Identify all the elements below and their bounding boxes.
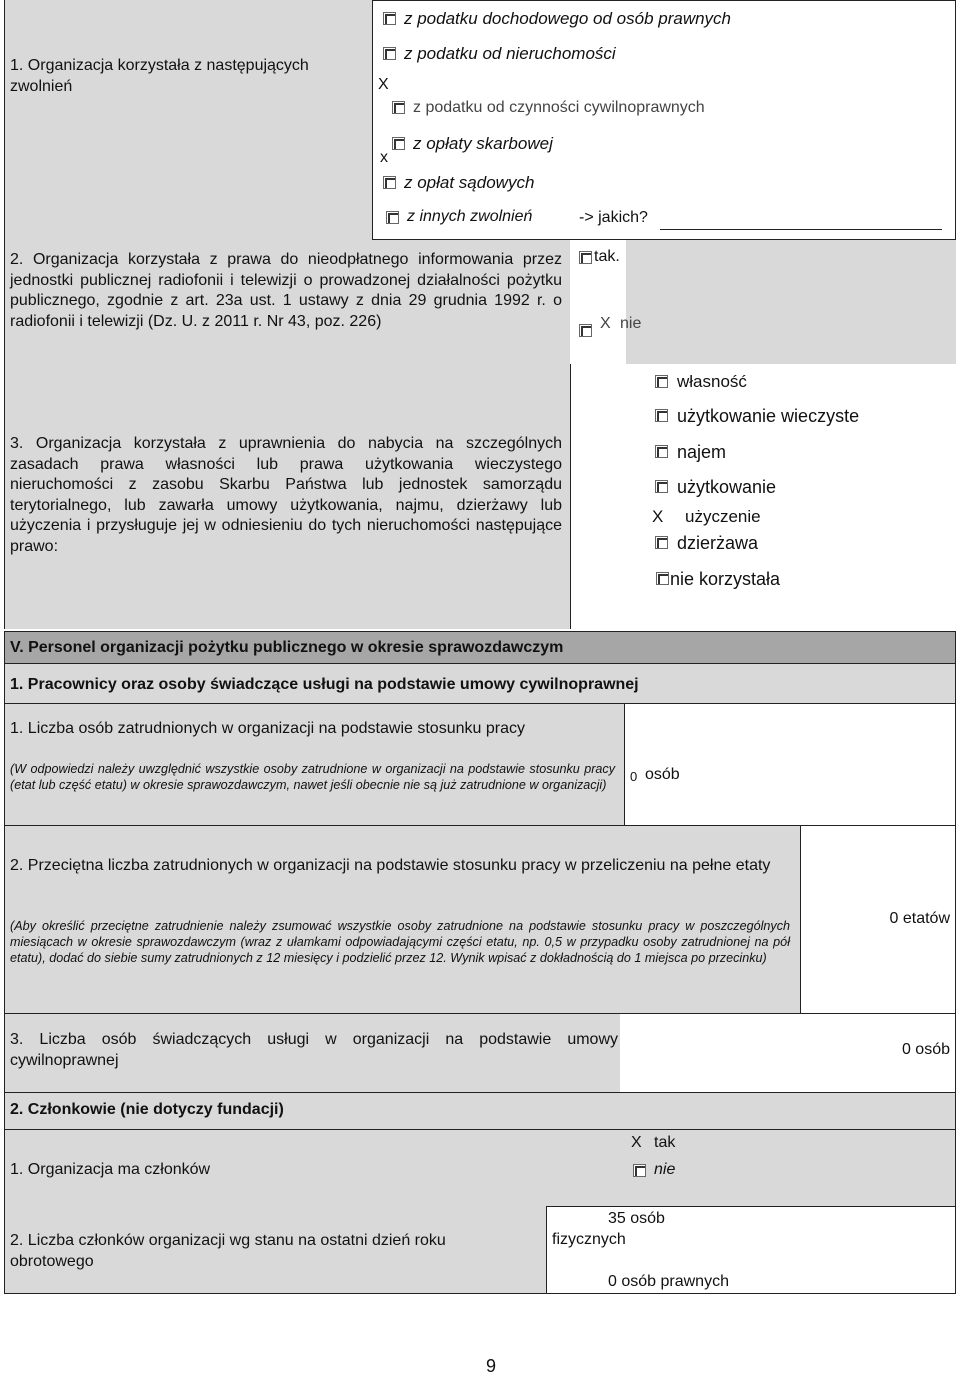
- question-1-cell: [4, 0, 374, 240]
- has-members-yes-mark: X: [631, 1134, 642, 1151]
- right-label-ownership: własność: [677, 372, 747, 391]
- member-count-question-title: 2. Liczba członków organizacji wg stanu na ostatni dzień roku obrotowego: [10, 1232, 446, 1270]
- exemption-mark-property-tax: X: [378, 76, 389, 93]
- has-members-question-title: 1. Organizacja ma członków: [10, 1161, 211, 1178]
- question-1-text: 1. Organizacja korzystała z następujących zwolnień: [10, 57, 309, 95]
- exemption-other-input-line[interactable]: [660, 229, 942, 230]
- question-3-text: 3. Organizacja korzystała z uprawnienia do nabycia na szczególnych zasadach prawa własności lub prawa użytkowania wieczystego nieruchomości z zasobu Skarbu Państwa lub jednostek samorządu terytorialnego, lub zawarła umowy użytkowania, najmu, dzierżawy lub użyczenia i przysługuje jej w odniesieniu do tych nieruchomości następujące prawo:: [10, 435, 562, 555]
- civil-contract-value: 0 osób: [901, 1041, 950, 1058]
- question-2-filler: [626, 240, 956, 364]
- exemption-checkbox-court-fees[interactable]: [383, 176, 396, 189]
- tv-info-no-mark: X: [600, 315, 611, 332]
- right-label-perpetual-usufruct: użytkowanie wieczyste: [677, 406, 860, 426]
- member-legal-count: 0 osób prawnych: [608, 1273, 729, 1290]
- right-checkbox-not-used[interactable]: [656, 572, 669, 585]
- fte-question-note: (Aby określić przeciętne zatrudnienie należy zsumować wszystkie osoby zatrudnione na podstawie stosunku pracy w poszczególnych miesiącach w okresie sprawozdawczym (wraz z ułamkami odpowiadającymi części etatu, np. 0,5 w przypadku osoby zatrudnionej na pół etatu), dodać do siebie sumy zatrudnionych z 12 miesięcy i podzielić przez 12. Wynik wpisać z dokładnością do 1 miejsca po przecinku): [10, 919, 790, 965]
- exemption-label-income-tax: z podatku dochodowego od osób prawnych: [404, 9, 732, 28]
- fte-value: 0 etatów: [889, 910, 950, 927]
- tv-info-yes-label: tak.: [594, 248, 620, 265]
- subsection-1-title: 1. Pracownicy oraz osoby świadczące usługi na podstawie umowy cywilnoprawnej: [10, 676, 639, 693]
- right-checkbox-ownership[interactable]: [655, 375, 668, 388]
- fte-question-title: 2. Przeciętna liczba zatrudnionych w organizacji na podstawie stosunku pracy w przeliczeniu na pełne etaty: [10, 857, 771, 874]
- exemption-mark-stamp-duty: x: [380, 149, 388, 166]
- exemption-label-court-fees: z opłat sądowych: [404, 173, 535, 192]
- employees-question-note: (W odpowiedzi należy uwzględnić wszystkie osoby zatrudnione w organizacji na podstawie stosunku pracy (etat lub część etatu) w okresie sprawozdawczym, nawet jeśli obecnie nie są już zatrudnione w organizacji): [10, 762, 615, 792]
- tv-info-no-label: nie: [620, 315, 642, 332]
- right-mark-lending: X: [652, 507, 664, 526]
- exemption-other-prompt: -> jakich?: [579, 209, 648, 226]
- right-label-lending: użyczenie: [685, 507, 761, 526]
- section-v-title: V. Personel organizacji pożytku publicznego w okresie sprawozdawczym: [10, 639, 564, 656]
- exemption-label-civil-law-tax: z podatku od czynności cywilnoprawnych: [413, 99, 705, 116]
- employees-unit: osób: [645, 766, 680, 783]
- right-checkbox-perpetual-usufruct[interactable]: [655, 409, 668, 422]
- right-checkbox-lease[interactable]: [655, 445, 668, 458]
- right-label-usufruct: użytkowanie: [677, 477, 777, 497]
- has-members-no-checkbox[interactable]: [633, 1164, 646, 1177]
- exemption-label-property-tax: z podatku od nieruchomości: [404, 44, 616, 63]
- member-physical-label: fizycznych: [552, 1231, 626, 1248]
- exemption-checkbox-property-tax[interactable]: [383, 47, 396, 60]
- exemption-checkbox-civil-law-tax[interactable]: [392, 101, 405, 114]
- has-members-yes-label: tak: [654, 1134, 676, 1151]
- member-physical-count: 35 osób: [608, 1210, 665, 1227]
- civil-contract-question-title: 3. Liczba osób świadczących usługi w organizacji na podstawie umowy cywilnoprawnej: [10, 1031, 618, 1069]
- employees-answer-cell: [624, 704, 956, 826]
- employees-question-title: 1. Liczba osób zatrudnionych w organizacji na podstawie stosunku pracy: [10, 720, 525, 737]
- exemption-label-other: z innych zwolnień: [407, 208, 533, 225]
- exemption-label-stamp-duty: z opłaty skarbowej: [413, 134, 553, 153]
- exemptions-panel: [372, 0, 956, 240]
- right-label-tenancy: dzierżawa: [677, 533, 759, 553]
- exemption-checkbox-stamp-duty[interactable]: [392, 137, 405, 150]
- employees-count: 0: [630, 769, 638, 784]
- right-label-lease: najem: [677, 442, 727, 462]
- right-label-not-used: nie korzystała: [670, 569, 781, 589]
- tv-info-yes-checkbox[interactable]: [579, 251, 592, 264]
- question-2-text: 2. Organizacja korzystała z prawa do nieodpłatnego informowania przez jednostki publicznej radiofonii i telewizji o prowadzonej działalności pożytku publicznego, zgodnie z art. 23a ust. 1 ustawy z dnia 29 grudnia 1992 r. o radiofonii i telewizji (Dz. U. z 2011 r. Nr 43, poz. 226): [10, 251, 562, 330]
- subsection-2-title: 2. Członkowie (nie dotyczy fundacji): [10, 1101, 284, 1118]
- has-members-no-label: nie: [654, 1161, 676, 1178]
- exemption-checkbox-other[interactable]: [386, 211, 399, 224]
- tv-info-no-checkbox[interactable]: [579, 324, 592, 337]
- right-checkbox-usufruct[interactable]: [655, 480, 668, 493]
- page-number: 9: [486, 1356, 497, 1376]
- right-checkbox-tenancy[interactable]: [655, 536, 668, 549]
- exemption-checkbox-income-tax[interactable]: [383, 12, 396, 25]
